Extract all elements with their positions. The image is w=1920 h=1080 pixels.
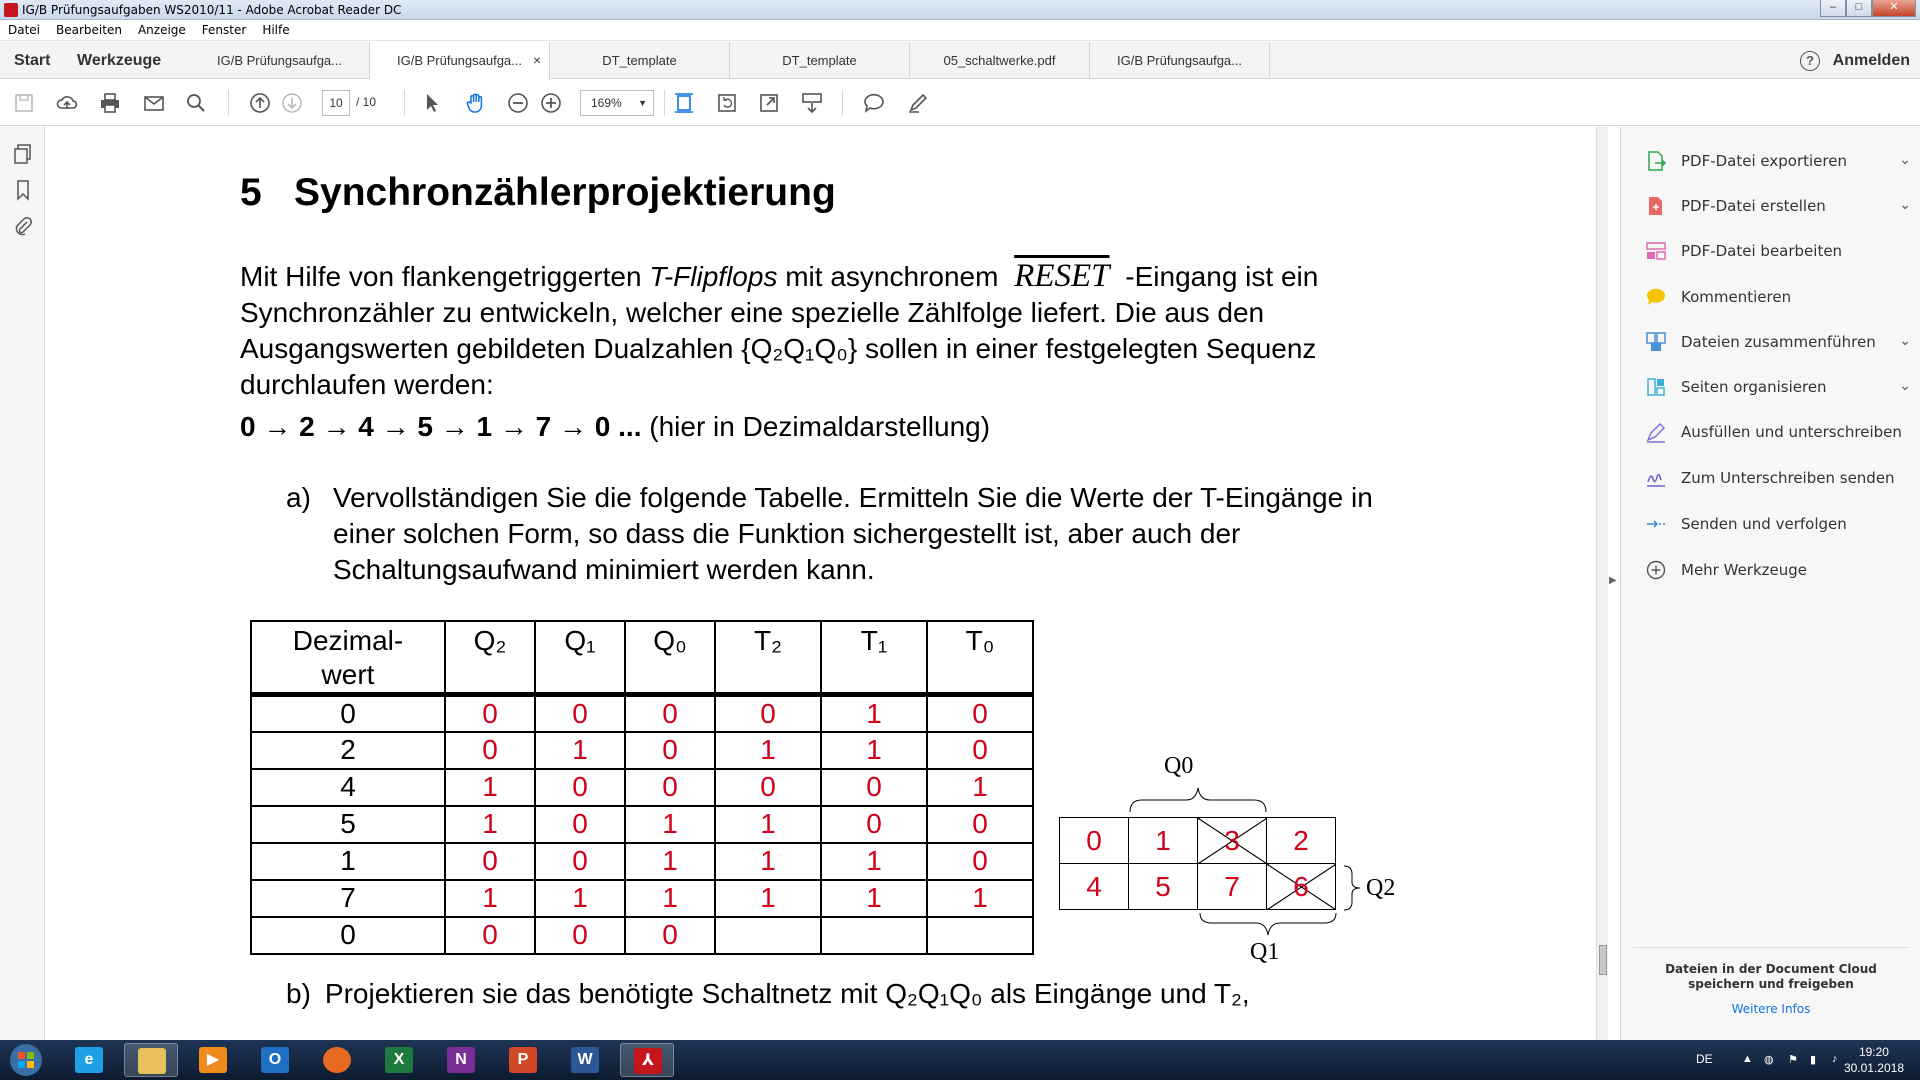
table-cell: 1	[535, 880, 625, 917]
table-row	[251, 732, 1033, 769]
zoom-in-icon[interactable]	[539, 91, 563, 115]
tab-start[interactable]: Start	[14, 52, 51, 69]
menu-bearbeiten[interactable]: Bearbeiten	[56, 23, 122, 37]
table-cell: 2	[251, 732, 445, 769]
create-pdf-icon	[1645, 195, 1667, 217]
taskbar-app-firefox[interactable]	[310, 1043, 364, 1077]
tool-send-for-sign[interactable]	[1645, 464, 1915, 492]
table-header: T₀	[927, 621, 1033, 695]
table-cell: 1	[821, 695, 927, 732]
acrobat-icon: ⅄	[634, 1048, 662, 1074]
truth-table	[250, 620, 1034, 955]
table-cell: 1	[927, 769, 1033, 806]
table-cell: 0	[625, 769, 715, 806]
tab-document[interactable]	[190, 42, 370, 79]
pdf-page	[46, 127, 1596, 1040]
media-player-icon: ▶	[199, 1047, 227, 1073]
question-a-label: a)	[286, 482, 311, 513]
table-row	[251, 917, 1033, 954]
clock[interactable]	[1844, 1044, 1904, 1076]
tab-document-active[interactable]	[370, 42, 550, 80]
table-cell: 1	[251, 843, 445, 880]
table-cell: 1	[445, 806, 535, 843]
taskbar-app-word[interactable]	[558, 1043, 612, 1077]
page-down-icon[interactable]	[280, 91, 304, 115]
table-cell: 0	[535, 695, 625, 732]
table-cell: 0	[445, 843, 535, 880]
table-header: Q₀	[625, 621, 715, 695]
question-b	[286, 978, 1250, 1010]
table-cell: 1	[821, 732, 927, 769]
cloud-text: Dateien in der Document Cloud speichern und freigeben	[1665, 962, 1877, 991]
tab-document[interactable]	[1090, 42, 1270, 79]
tool-label: Zum Unterschreiben senden	[1681, 469, 1895, 487]
table-cell: 1	[715, 806, 821, 843]
document-view[interactable]	[46, 127, 1596, 1040]
section-title: Synchronzählerprojektierung	[294, 171, 836, 214]
start-button[interactable]	[4, 1042, 48, 1078]
comment-tool-icon[interactable]	[862, 91, 886, 115]
chevron-down-icon[interactable]: ⌄	[1899, 332, 1911, 348]
chevron-down-icon[interactable]: ⌄	[1899, 196, 1911, 212]
taskbar-app-ie[interactable]	[62, 1043, 116, 1077]
cloud-more-info-link[interactable]: Weitere Infos	[1731, 1002, 1811, 1016]
minimize-button[interactable]: –	[1820, 0, 1846, 17]
table-row	[251, 880, 1033, 917]
tool-edit-pdf[interactable]	[1645, 237, 1915, 265]
tab-bar	[0, 42, 1920, 79]
tool-combine-files[interactable]	[1645, 328, 1915, 356]
table-cell: 0	[625, 732, 715, 769]
tool-fill-sign[interactable]	[1645, 418, 1915, 446]
maximize-button[interactable]: □	[1846, 0, 1872, 17]
acrobat-app-icon	[4, 3, 18, 17]
upload-cloud-icon[interactable]	[55, 91, 79, 115]
table-cell	[927, 917, 1033, 954]
table-cell: 0	[445, 695, 535, 732]
question-a-text: Vervollständigen Sie die folgende Tabelle. Ermitteln Sie die Werte der T-Eingänge in einer solchen Form, so dass die Funktion sichergestellt ist, aber auch der Schaltungsaufwand minimiert werden kann.	[333, 482, 1373, 585]
table-cell: 0	[535, 917, 625, 954]
question-b-text: Projektieren sie das benötigte Schaltnetz mit Q₂Q₁Q₀ als Eingänge und T₂,	[324, 978, 1250, 1009]
kv-label-q1: Q1	[1250, 939, 1280, 965]
table-cell: 1	[821, 843, 927, 880]
para-text: Mit Hilfe von flankengetriggerten	[240, 261, 650, 292]
tab-label: DT_template	[602, 53, 677, 68]
table-cell	[821, 917, 927, 954]
tab-tools[interactable]: Werkzeuge	[77, 52, 162, 69]
zoom-dropdown[interactable]	[580, 90, 654, 116]
table-cell: 0	[927, 732, 1033, 769]
scroll-mode-icon[interactable]	[800, 91, 824, 115]
scrollbar-thumb[interactable]	[1599, 945, 1607, 975]
tool-label: Ausfüllen und unterschreiben	[1681, 423, 1902, 441]
table-cell: 0	[927, 843, 1033, 880]
tool-label: PDF-Datei exportieren	[1681, 152, 1847, 170]
help-icon[interactable]: ?	[1800, 51, 1820, 71]
kv-cell: 5	[1129, 864, 1198, 910]
network-globe-icon[interactable]: ◍	[1764, 1054, 1774, 1066]
organize-pages-icon	[1645, 376, 1667, 398]
kv-diagram	[1059, 817, 1336, 910]
para-text: -Eingang ist ein Synchronzähler zu entwickeln, welcher eine spezielle Zählfolge liefert. Die aus den Ausgangswerten gebildeten Dualzahlen {Q₂Q₁Q₀} sollen in einer festgelegten Sequenz durchlaufen werden:	[240, 261, 1319, 400]
table-cell: 1	[535, 732, 625, 769]
tool-label: Senden und verfolgen	[1681, 515, 1847, 533]
table-cell: 0	[445, 917, 535, 954]
table-header: T₂	[715, 621, 821, 695]
kv-row	[1060, 818, 1336, 864]
export-pdf-icon	[1645, 150, 1667, 172]
page-thumbnails-icon[interactable]	[12, 143, 34, 165]
menu-bar	[0, 20, 1920, 41]
table-cell: 0	[625, 695, 715, 732]
kv-cell: 7	[1198, 864, 1267, 910]
tool-comment[interactable]	[1645, 283, 1915, 311]
toolbar-divider	[664, 90, 665, 116]
save-icon[interactable]	[12, 91, 36, 115]
table-cell: 1	[715, 843, 821, 880]
kv-row	[1060, 864, 1336, 910]
zoom-out-icon[interactable]	[506, 91, 530, 115]
table-cell: 1	[625, 806, 715, 843]
explorer-icon	[138, 1048, 166, 1074]
table-header: Q₁	[535, 621, 625, 695]
word-icon: W	[571, 1047, 599, 1073]
kv-cell-crossed: 6	[1267, 864, 1336, 910]
table-cell: 1	[445, 880, 535, 917]
fit-page-icon[interactable]	[672, 91, 696, 115]
edit-pdf-icon	[1645, 240, 1667, 262]
table-cell: 0	[821, 769, 927, 806]
table-row	[251, 806, 1033, 843]
page-number-input[interactable]: 10	[322, 90, 350, 116]
chevron-down-icon: ▼	[638, 98, 647, 108]
taskbar-app-excel[interactable]	[372, 1043, 426, 1077]
right-pane-collapse-icon[interactable]: ▶	[1609, 575, 1617, 586]
kv-brace-q0	[1128, 782, 1268, 816]
section-heading	[240, 171, 836, 215]
taskbar-app-onenote[interactable]	[434, 1043, 488, 1077]
tab-label: IG/B Prüfungsaufga...	[396, 53, 523, 68]
search-icon[interactable]	[184, 91, 208, 115]
menu-anzeige[interactable]: Anzeige	[137, 23, 186, 37]
menu-datei[interactable]: Datei	[8, 23, 41, 37]
intro-paragraph	[240, 258, 1440, 403]
onenote-icon: N	[447, 1047, 475, 1073]
taskbar-app-media-player[interactable]	[186, 1043, 240, 1077]
main-toolbar	[0, 80, 1920, 126]
fill-sign-icon	[1645, 421, 1667, 443]
tool-label: Mehr Werkzeuge	[1681, 561, 1808, 579]
taskbar-app-powerpoint[interactable]	[496, 1043, 550, 1077]
count-sequence	[240, 411, 990, 443]
kv-cell: 4	[1060, 864, 1129, 910]
left-navigation-rail	[0, 127, 45, 1040]
table-cell: 7	[251, 880, 445, 917]
table-cell: 4	[251, 769, 445, 806]
sequence-note: (hier in Dezimaldarstellung)	[641, 411, 991, 442]
tab-label: IG/B Prüfungsaufga...	[216, 53, 343, 68]
toolbar-divider	[842, 90, 843, 116]
taskbar-app-explorer[interactable]	[124, 1043, 178, 1077]
table-cell: 1	[927, 880, 1033, 917]
bookmark-icon[interactable]	[12, 179, 34, 201]
table-header-row	[251, 621, 1033, 695]
table-cell: 1	[625, 843, 715, 880]
select-cursor-icon[interactable]	[420, 91, 444, 115]
kv-cell: 0	[1060, 818, 1129, 864]
ie-icon: e	[75, 1047, 103, 1073]
clock-time: 19:20	[1858, 1045, 1889, 1059]
print-icon[interactable]	[98, 91, 122, 115]
toolbar-divider	[228, 90, 229, 116]
tab-label: DT_template	[782, 53, 857, 68]
table-cell: 0	[715, 769, 821, 806]
email-icon[interactable]	[142, 91, 166, 115]
menu-fenster[interactable]: Fenster	[201, 23, 247, 37]
tool-export-pdf[interactable]	[1645, 147, 1915, 175]
table-cell: 5	[251, 806, 445, 843]
table-cell: 1	[821, 880, 927, 917]
kv-cell: 1	[1129, 818, 1198, 864]
taskbar-app-outlook[interactable]	[248, 1043, 302, 1077]
draw-pen-icon[interactable]	[906, 91, 930, 115]
powerpoint-icon: P	[509, 1047, 537, 1073]
table-cell: 0	[535, 843, 625, 880]
reset-signal: RESET	[1014, 258, 1110, 294]
table-header: Dezimal- wert	[251, 621, 445, 695]
tool-label: PDF-Datei bearbeiten	[1681, 242, 1843, 260]
question-b-label: b)	[286, 978, 311, 1009]
table-cell: 0	[535, 769, 625, 806]
title-bar	[0, 0, 1920, 20]
windows-taskbar	[0, 1040, 1920, 1080]
tool-create-pdf[interactable]	[1645, 192, 1915, 220]
kv-cell-crossed: 3	[1198, 818, 1267, 864]
signal-icon[interactable]: ▮	[1810, 1054, 1817, 1066]
tab-label: 05_schaltwerke.pdf	[943, 53, 1056, 68]
table-cell: 0	[535, 806, 625, 843]
full-screen-icon[interactable]	[757, 91, 781, 115]
signin-button[interactable]: Anmelden	[1832, 52, 1910, 69]
comment-icon	[1645, 286, 1667, 308]
table-cell: 0	[821, 806, 927, 843]
toolbar-divider	[404, 90, 405, 116]
tab-document[interactable]	[730, 42, 910, 79]
firefox-icon	[323, 1047, 351, 1073]
table-cell: 0	[927, 695, 1033, 732]
volume-icon[interactable]: ♪	[1832, 1053, 1838, 1065]
window-title: IG/B Prüfungsaufgaben WS2010/11 - Adobe Acrobat Reader DC	[22, 3, 402, 17]
table-cell: 0	[715, 695, 821, 732]
tool-label: Seiten organisieren	[1681, 378, 1827, 396]
tool-more-tools[interactable]	[1645, 556, 1915, 584]
kv-cell: 2	[1267, 818, 1336, 864]
rotate-icon[interactable]	[715, 91, 739, 115]
hand-tool-icon[interactable]	[464, 91, 488, 115]
vertical-scrollbar[interactable]	[1596, 127, 1608, 1040]
table-cell: 0	[927, 806, 1033, 843]
para-text: mit asynchronem	[777, 261, 1007, 292]
language-indicator[interactable]: DE	[1696, 1052, 1713, 1066]
menu-hilfe[interactable]: Hilfe	[262, 23, 290, 37]
table-header: Q₂	[445, 621, 535, 695]
tool-organize-pages[interactable]	[1645, 373, 1915, 401]
send-sign-icon	[1645, 467, 1667, 489]
system-tray	[1660, 1040, 1920, 1080]
tool-label: PDF-Datei erstellen	[1681, 197, 1826, 215]
chevron-down-icon[interactable]: ⌄	[1899, 151, 1911, 167]
more-tools-icon	[1645, 559, 1667, 581]
table-cell: 1	[625, 880, 715, 917]
table-cell: 0	[251, 917, 445, 954]
tab-close-icon[interactable]: ×	[532, 52, 541, 68]
kv-brace-q1	[1198, 911, 1338, 937]
table-row	[251, 843, 1033, 880]
attachment-icon[interactable]	[12, 215, 34, 237]
para-italic: T-Flipflops	[649, 261, 778, 292]
kv-label-q0: Q0	[1164, 753, 1194, 779]
excel-icon: X	[385, 1047, 413, 1073]
kv-label-q2: Q2	[1366, 875, 1396, 901]
table-cell	[715, 917, 821, 954]
tool-send-track[interactable]	[1645, 510, 1915, 538]
table-cell: 0	[251, 695, 445, 732]
table-row	[251, 695, 1033, 732]
outlook-icon: O	[261, 1047, 289, 1073]
tray-expand-icon[interactable]: ▲	[1742, 1053, 1753, 1065]
table-header: T₁	[821, 621, 927, 695]
tool-label: Kommentieren	[1681, 288, 1792, 306]
table-cell: 1	[445, 769, 535, 806]
chevron-down-icon[interactable]: ⌄	[1899, 377, 1911, 393]
section-number: 5	[240, 171, 262, 214]
tool-label: Dateien zusammenführen	[1681, 333, 1876, 351]
table-cell: 0	[625, 917, 715, 954]
tab-label: IG/B Prüfungsaufga...	[1116, 53, 1243, 68]
send-track-icon	[1645, 513, 1667, 535]
window-controls	[1820, 0, 1916, 17]
sequence-values: 0 → 2 → 4 → 5 → 1 → 7 → 0 ...	[240, 411, 642, 442]
table-cell: 1	[715, 880, 821, 917]
table-cell: 1	[715, 732, 821, 769]
tab-document[interactable]	[910, 42, 1090, 79]
windows-logo-icon	[4, 1042, 48, 1078]
zoom-value: 169%	[591, 96, 622, 110]
clock-date: 30.01.2018	[1843, 1061, 1904, 1075]
table-cell: 0	[445, 732, 535, 769]
combine-files-icon	[1645, 331, 1667, 353]
tools-pane	[1620, 127, 1920, 1040]
flag-icon[interactable]: ⚑	[1788, 1054, 1798, 1066]
close-window-button[interactable]: ✕	[1872, 0, 1916, 17]
taskbar-app-acrobat[interactable]	[620, 1043, 674, 1077]
document-cloud-promo	[1633, 947, 1909, 1016]
table-row	[251, 769, 1033, 806]
page-up-icon[interactable]	[248, 91, 272, 115]
kv-brace-q2	[1342, 864, 1364, 912]
page-total: / 10	[356, 95, 377, 109]
tab-document[interactable]	[550, 42, 730, 79]
